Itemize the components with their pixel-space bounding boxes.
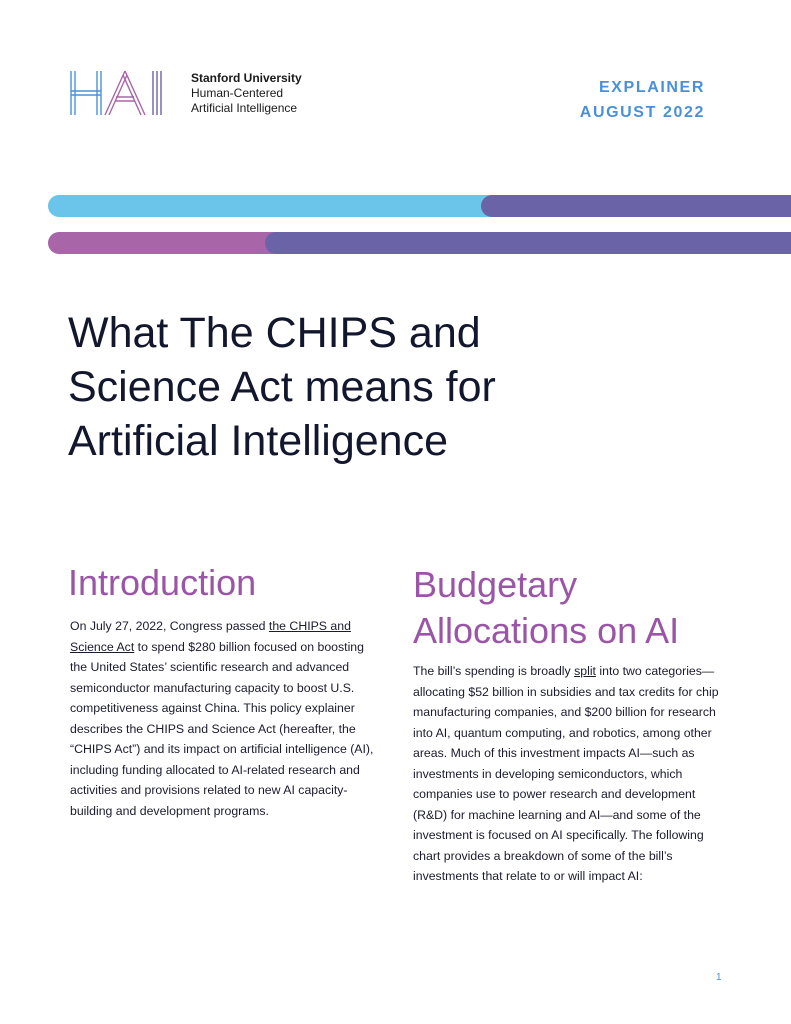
budgetary-allocations-heading: Budgetary Allocations on AI xyxy=(413,564,680,651)
org-university: Stanford University xyxy=(191,70,302,85)
doc-date: AUGUST 2022 xyxy=(579,104,705,121)
doc-meta xyxy=(580,75,705,125)
split-link[interactable]: split xyxy=(574,664,596,678)
hai-logo xyxy=(69,69,302,117)
org-unit-line1: Human-Centered xyxy=(191,85,284,100)
org-unit-line2: Artificial Intelligence xyxy=(191,100,298,115)
hai-logo-mark xyxy=(69,69,181,117)
intro-text-rest: to spend $280 billion focused on boosting the United States’ scientific research and advanced semiconductor manufacturing capacity to boost U.S. competitiveness against China. This policy explainer describes the CHIPS and Science Act (hereafter, the “CHIPS Act”) and its impact on artificial intelligence (AI), including funding allocated to AI-related research and activities and provisions related to new AI capacity-building and development programs. xyxy=(70,639,374,818)
introduction-paragraph xyxy=(70,616,382,821)
decorative-bar-purple-top xyxy=(481,195,791,217)
org-name xyxy=(191,71,302,116)
introduction-heading: Introduction xyxy=(68,562,257,603)
decorative-bar-purple-bottom xyxy=(265,232,791,254)
page-number: 1 xyxy=(716,972,722,983)
document-title: What The CHIPS and Science Act means for Artificial Intelligence xyxy=(68,309,496,465)
budgetary-paragraph xyxy=(413,661,723,887)
doc-type: EXPLAINER xyxy=(599,79,705,96)
budget-text-start: The bill’s spending is broadly xyxy=(413,664,575,678)
budget-text-rest: into two categories—allocating $52 billion in subsidies and tax credits for chip manufacturing companies, and $200 billion for research into AI, quantum computing, and robotics, among other areas. Much of this investment impacts AI—such as investments in developing semiconductors, which companies use to power research and development (R&D) for machine learning and AI—and some of the investment is focused on AI specifically. The following chart provides a breakdown of some of the bill’s investments that relate to or will impact AI: xyxy=(413,664,719,883)
chips-act-link[interactable]: the CHIPS and Science Act xyxy=(70,619,351,654)
intro-text-start: On July 27, 2022, Congress passed xyxy=(70,619,269,633)
